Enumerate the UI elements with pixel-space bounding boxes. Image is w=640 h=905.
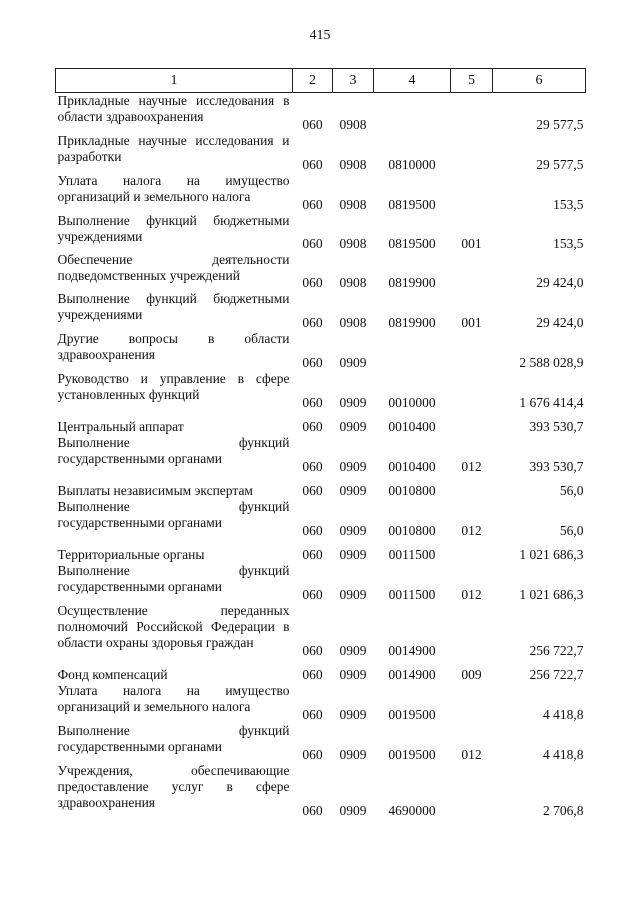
row-code-3-cell: 0909 (339, 458, 367, 474)
row-name-cell: Фонд компенсаций (57, 666, 168, 682)
row-code-2-cell: 060 (302, 522, 323, 538)
row-code-2-cell: 060 (302, 802, 323, 818)
table-row (56, 563, 586, 603)
row-name-cell: Выполнение функций государственными органами (57, 722, 290, 754)
row-amount-cell: 29 577,5 (536, 156, 584, 172)
row-code-4-cell: 0019500 (388, 746, 436, 762)
page-number: 415 (309, 28, 331, 43)
row-code-3-cell: 0909 (339, 746, 367, 762)
header-col-6: 6 (493, 69, 586, 93)
row-amount-cell: 4 418,8 (543, 746, 584, 762)
row-code-3-cell: 0908 (339, 156, 367, 172)
header-col-4: 4 (374, 69, 451, 93)
row-code-5-cell (451, 475, 493, 499)
row-amount-cell: 153,5 (553, 235, 584, 251)
header-col-5: 5 (451, 69, 493, 93)
row-name-cell: Другие вопросы в области здравоохранения (57, 330, 290, 362)
row-code-4-cell: 0014900 (388, 666, 436, 682)
row-code-3-cell: 0909 (339, 802, 367, 818)
table-row (56, 539, 586, 563)
row-code-4-cell: 0019500 (388, 706, 436, 722)
row-code-3-cell: 0908 (339, 116, 367, 132)
row-code-4-cell: 0819900 (388, 274, 436, 290)
row-code-5-cell: 012 (461, 522, 482, 538)
row-code-3-cell: 0909 (339, 546, 367, 562)
row-code-2-cell: 060 (302, 235, 323, 251)
row-code-4-cell: 0010400 (388, 418, 436, 434)
row-code-5-cell: 012 (461, 458, 482, 474)
row-amount-cell: 2 706,8 (543, 802, 584, 818)
row-name-cell: Территориальные органы (57, 546, 205, 562)
row-code-4-cell: 0819500 (388, 196, 436, 212)
table-row (56, 411, 586, 435)
row-code-2-cell: 060 (302, 666, 323, 682)
row-code-3-cell: 0909 (339, 394, 367, 410)
row-name-cell: Обеспечение деятельности подведомственных учреждений (57, 251, 290, 283)
table-row (56, 291, 586, 331)
table-row (56, 723, 586, 763)
row-amount-cell: 56,0 (559, 522, 584, 538)
row-name-cell: Выполнение функций бюджетными учреждениями (57, 290, 290, 322)
table-row (56, 133, 586, 173)
row-amount-cell: 56,0 (559, 482, 584, 498)
table-body (56, 93, 586, 819)
row-amount-cell: 256 722,7 (529, 666, 584, 682)
row-amount-cell: 29 424,0 (536, 314, 584, 330)
row-name-cell: Руководство и управление в сфере установленных функций (57, 370, 290, 402)
row-amount-cell: 256 722,7 (529, 642, 584, 658)
row-code-5-cell: 012 (461, 746, 482, 762)
row-amount-cell: 1 676 414,4 (519, 394, 584, 410)
row-name-cell: Прикладные научные исследования и разработки (57, 132, 290, 164)
table-row (56, 603, 586, 659)
row-code-5-cell: 012 (461, 586, 482, 602)
row-name-cell: Центральный аппарат (57, 418, 184, 434)
row-name-cell: Учреждения, обеспечивающие предоставление услуг в сфере здравоохранения (57, 762, 290, 810)
row-code-5-cell (451, 331, 493, 371)
table-row (56, 331, 586, 371)
row-name-cell: Выполнение функций государственными органами (57, 562, 290, 594)
row-amount-cell: 29 577,5 (536, 116, 584, 132)
row-code-3-cell: 0909 (339, 354, 367, 370)
row-code-2-cell: 060 (302, 746, 323, 762)
row-code-4-cell: 0010000 (388, 394, 436, 410)
row-name-cell: Осуществление переданных полномочий Российской Федерации в области охраны здоровья граждан (57, 602, 290, 650)
row-name-cell: Выполнение функций государственными органами (57, 434, 290, 466)
row-code-5-cell (451, 763, 493, 819)
row-code-4-cell: 0819500 (388, 235, 436, 251)
row-code-4-cell (374, 93, 451, 133)
row-code-5-cell (451, 411, 493, 435)
row-code-2-cell: 060 (302, 706, 323, 722)
header-col-2: 2 (293, 69, 333, 93)
row-name-cell: Уплата налога на имущество организаций и земельного налога (57, 682, 290, 714)
table-row (56, 475, 586, 499)
row-name-cell: Выполнение функций бюджетными учреждениями (57, 212, 290, 244)
row-code-4-cell: 0810000 (388, 156, 436, 172)
table-row (56, 659, 586, 683)
row-code-3-cell: 0909 (339, 418, 367, 434)
row-code-2-cell: 060 (302, 196, 323, 212)
row-code-2-cell: 060 (302, 458, 323, 474)
row-code-2-cell: 060 (302, 314, 323, 330)
row-code-2-cell: 060 (302, 156, 323, 172)
row-code-2-cell: 060 (302, 274, 323, 290)
row-code-5-cell (451, 603, 493, 659)
row-amount-cell: 393 530,7 (529, 458, 584, 474)
row-amount-cell: 393 530,7 (529, 418, 584, 434)
header-col-1: 1 (56, 69, 293, 93)
row-code-5-cell (451, 133, 493, 173)
row-code-3-cell: 0908 (339, 274, 367, 290)
row-code-5-cell (451, 539, 493, 563)
row-amount-cell: 2 588 028,9 (519, 354, 584, 370)
row-code-2-cell: 060 (302, 354, 323, 370)
row-amount-cell: 1 021 686,3 (519, 586, 584, 602)
row-code-2-cell: 060 (302, 586, 323, 602)
row-code-2-cell: 060 (302, 482, 323, 498)
row-code-2-cell: 060 (302, 116, 323, 132)
row-code-4-cell: 0014900 (388, 642, 436, 658)
row-amount-cell: 4 418,8 (543, 706, 584, 722)
row-code-5-cell: 001 (461, 235, 482, 251)
table-row (56, 683, 586, 723)
row-code-4-cell: 0010800 (388, 482, 436, 498)
row-code-4-cell (374, 331, 451, 371)
row-amount-cell: 29 424,0 (536, 274, 584, 290)
row-code-2-cell: 060 (302, 642, 323, 658)
row-name-cell: Прикладные научные исследования в области здравоохранения (57, 93, 290, 124)
row-code-5-cell (451, 173, 493, 213)
row-code-5-cell (451, 683, 493, 723)
row-code-3-cell: 0909 (339, 482, 367, 498)
table-row (56, 435, 586, 475)
table-row (56, 213, 586, 252)
row-code-3-cell: 0909 (339, 522, 367, 538)
row-code-4-cell: 4690000 (388, 802, 436, 818)
row-code-3-cell: 0908 (339, 196, 367, 212)
row-code-3-cell: 0909 (339, 642, 367, 658)
row-name-cell: Уплата налога на имущество организаций и земельного налога (57, 172, 290, 204)
row-code-4-cell: 0819900 (388, 314, 436, 330)
table-row (56, 173, 586, 213)
row-code-4-cell: 0010800 (388, 522, 436, 538)
row-code-5-cell (451, 371, 493, 411)
table-row (56, 371, 586, 411)
header-col-3: 3 (333, 69, 374, 93)
row-code-4-cell: 0011500 (388, 546, 436, 562)
table-row (56, 93, 586, 133)
table-row (56, 252, 586, 291)
row-code-3-cell: 0909 (339, 666, 367, 682)
row-code-3-cell: 0908 (339, 314, 367, 330)
row-amount-cell: 153,5 (553, 196, 584, 212)
row-name-cell: Выполнение функций государственными органами (57, 498, 290, 530)
row-code-4-cell: 0011500 (388, 586, 436, 602)
row-code-3-cell: 0909 (339, 706, 367, 722)
header-row (56, 69, 586, 93)
row-code-3-cell: 0908 (339, 235, 367, 251)
row-amount-cell: 1 021 686,3 (519, 546, 584, 562)
row-code-2-cell: 060 (302, 546, 323, 562)
budget-table (55, 68, 586, 819)
row-code-5-cell (451, 252, 493, 291)
row-code-5-cell (451, 93, 493, 133)
row-code-2-cell: 060 (302, 394, 323, 410)
row-name-cell: Выплаты независимым экспертам (57, 482, 253, 498)
row-code-5-cell: 001 (461, 314, 482, 330)
table-row (56, 499, 586, 539)
row-code-3-cell: 0909 (339, 586, 367, 602)
row-code-5-cell: 009 (461, 666, 482, 682)
row-code-2-cell: 060 (302, 418, 323, 434)
row-code-4-cell: 0010400 (388, 458, 436, 474)
table-row (56, 763, 586, 819)
